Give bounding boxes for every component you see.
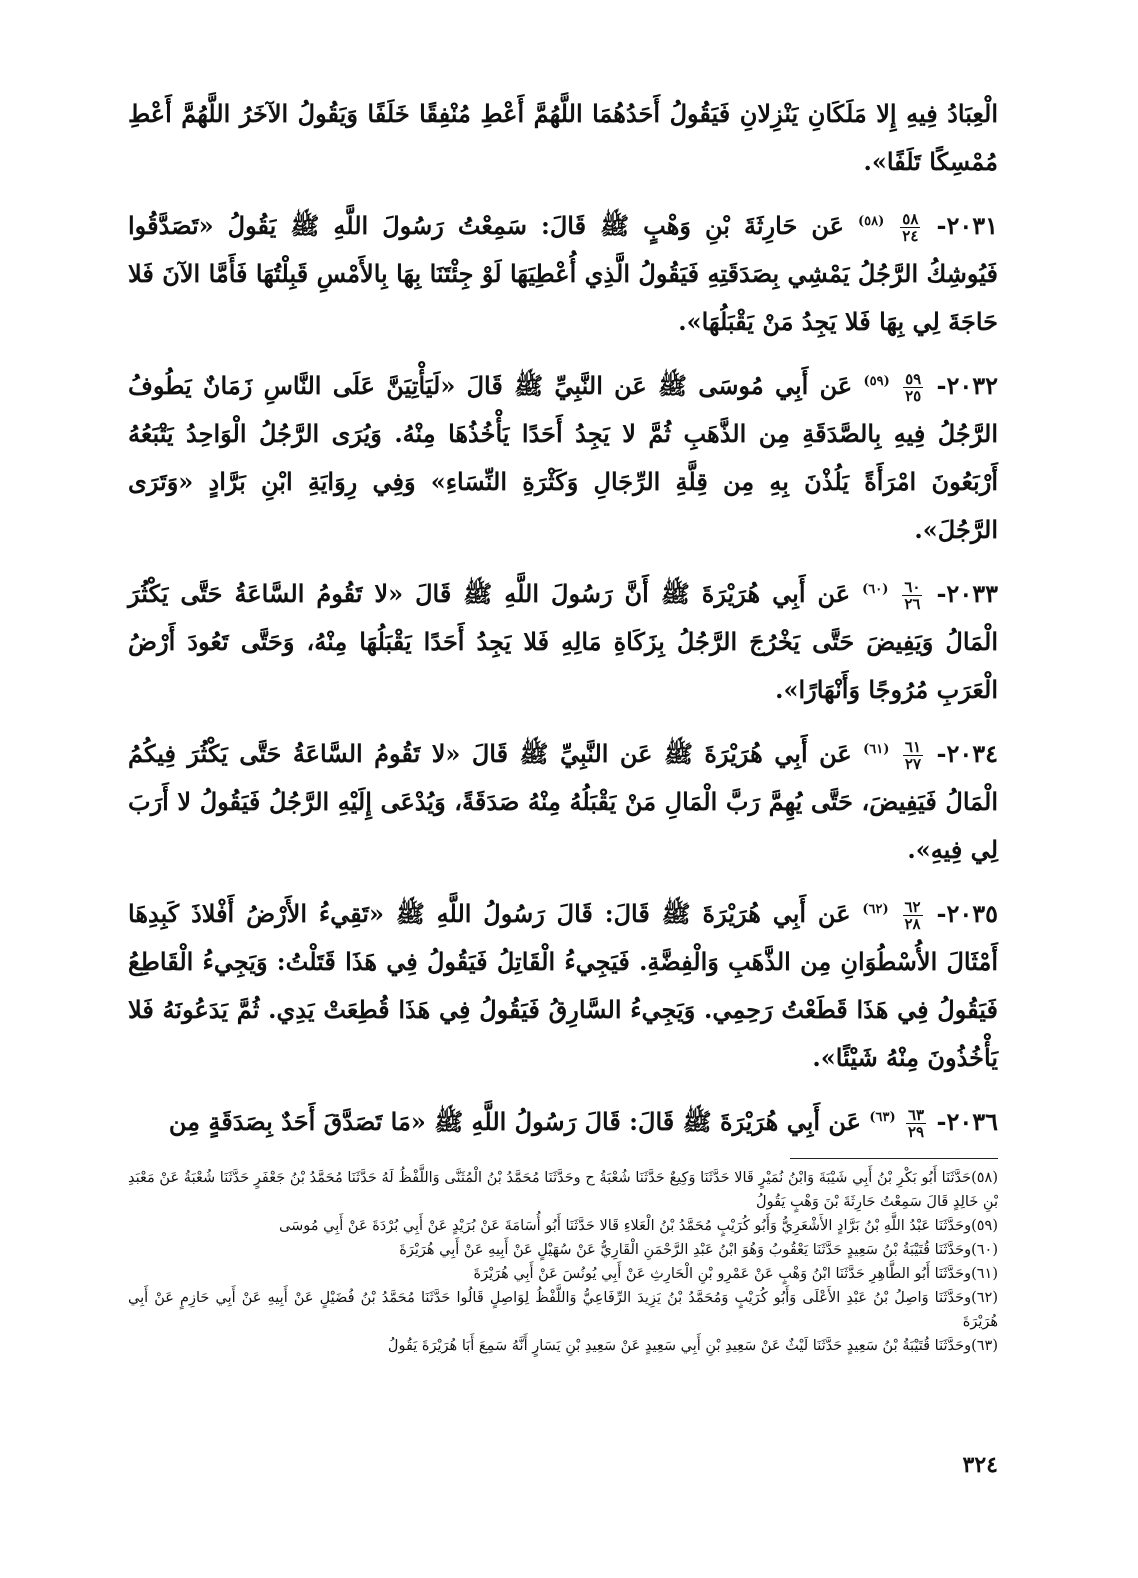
footnote-62: (٦٢)وحَدَّثَنَا وَاصِلُ بْنُ عَبْدِ الأَعْلَى وَأَبُو كُرَيْبٍ وَمُحَمَّدُ بْنُ يَزِيدَ الرِّفَاعِيُّ وَاللَّفْظُ لِوَاصِلٍ قَالُوا حَدَّثَنَا مُحَمَّدُ بْنُ فُضَيْلٍ عَنْ أَبِيهِ عَنْ أَبِي حَازِمٍ عَنْ أَبِي هُرَيْرَةَ [128, 1290, 998, 1330]
paragraph-text: عَن أَبِي هُرَيْرَةَ ﷺ قَالَ: قَالَ رَسُولُ اللَّهِ ﷺ «مَا تَصَدَّقَ أَحَدٌ بِصَدَقَةٍ مِن [168, 1107, 861, 1136]
reference-top: ٦١ [904, 738, 922, 756]
hadith-reference-fraction [903, 899, 923, 932]
hadith-paragraph-2035 [128, 890, 998, 1082]
hadith-reference-fraction [906, 1107, 926, 1140]
hadith-paragraph-continuation [128, 90, 998, 186]
hadith-reference-fraction [903, 371, 923, 404]
reference-bottom: ٢٨ [904, 915, 921, 933]
reference-bottom: ٢٦ [904, 595, 921, 613]
footnote-61: (٦١)وحَدَّثَنَا أَبُو الطَّاهِرِ حَدَّثَنَا ابْنُ وَهْبٍ عَنْ عَمْرِو بْنِ الْحَارِثِ عَنْ أَبِي يُونُسَ عَنْ أَبِي هُرَيْرَةَ [473, 1266, 998, 1282]
footnote-ref: (٦٣) [869, 1110, 896, 1125]
paragraph-text: عَن حَارِثَةَ بْنِ وَهْبٍ ﷺ قَالَ: سَمِعْتُ رَسُولَ اللَّهِ ﷺ يَقُولُ «تَصَدَّقُوا فَيُوشِكُ الرَّجُلُ يَمْشِي بِصَدَقَتِهِ فَيَقُولُ الَّذِي أُعْطِيَهَا لَوْ جِئْتَنَا بِهَا بِالأَمْسِ قَبِلْتُهَا فَأَمَّا الآنَ فَلا حَاجَةَ لِي بِهَا فَلا يَجِدُ مَنْ يَقْبَلُهَا». [128, 211, 998, 336]
hadith-paragraph-2036 [128, 1098, 998, 1146]
reference-bottom: ٢٩ [907, 1123, 925, 1141]
paragraph-text: عَن أَبِي مُوسَى ﷺ عَن النَّبِيِّ ﷺ قَالَ «لَيَأْتِيَنَّ عَلَى النَّاسِ زَمَانٌ يَطُوفُ الرَّجُلُ فِيهِ بِالصَّدَقَةِ مِن الذَّهَبِ ثُمَّ لا يَجِدُ أَحَدًا يَأْخُذُهَا مِنْهُ. وَيُرَى الرَّجُلُ الْوَاحِدُ يَتْبَعُهُ أَرْبَعُونَ امْرَأَةً يَلُذْنَ بِهِ مِن قِلَّةِ الرِّجَالِ وَكَثْرَةِ النِّسَاءِ» وَفِي رِوَايَةِ ابْنِ بَرَّادٍ «وَتَرَى الرَّجُلَ». [128, 371, 998, 544]
hadith-number: ٢٠٣٥- [936, 899, 998, 928]
hadith-reference-fraction [903, 739, 923, 772]
hadith-number: ٢٠٣٤- [936, 739, 999, 768]
reference-top: ٥٨ [902, 210, 919, 228]
footnote-59: (٥٩)وحَدَّثَنَا عَبْدُ اللَّهِ بْنُ بَرَّادٍ الأَشْعَرِيُّ وَأَبُو كُرَيْبٍ مُحَمَّدُ بْنُ الْعَلاءِ قَالا حَدَّثَنَا أَبُو أُسَامَةَ عَنْ بُرَيْدٍ عَنْ أَبِي بُرْدَةَ عَنْ أَبِي مُوسَى [279, 1218, 998, 1234]
hadith-paragraph-2032 [128, 362, 998, 554]
page-number: ٣٢٤ [962, 1452, 998, 1478]
footnote-ref: (٥٩) [863, 374, 890, 389]
reference-bottom: ٢٤ [902, 227, 919, 245]
footnote-separator [790, 1158, 998, 1159]
hadith-paragraph-2033 [128, 570, 998, 714]
reference-bottom: ٢٥ [905, 387, 922, 405]
main-text [128, 90, 998, 1162]
paragraph-text: عَن أَبِي هُرَيْرَةَ ﷺ قَالَ: قَالَ رَسُولُ اللَّهِ ﷺ «تَقِيءُ الأَرْضُ أَفْلاذَ كَبِدِهَا أَمْثَالَ الأُسْطُوَانِ مِن الذَّهَبِ وَالْفِضَّةِ. فَيَجِيءُ الْقَاتِلُ فَيَقُولُ فِي هَذَا قَتَلْتُ: وَيَجِيءُ الْقَاطِعُ فَيَقُولُ فِي هَذَا قَطَعْتُ رَحِمِي. وَيَجِيءُ السَّارِقُ فَيَقُولُ فِي هَذَا قُطِعَتْ يَدِي. ثُمَّ يَدَعُونَهُ فَلا يَأْخُذُونَ مِنْهُ شَيْئًا». [128, 899, 998, 1072]
footnotes [128, 1166, 998, 1358]
footnote-58: (٥٨)حَدَّثَنَا أَبُو بَكْرِ بْنُ أَبِي شَيْبَةَ وَابْنُ نُمَيْرٍ قَالا حَدَّثَنَا وَكِيعٌ حَدَّثَنَا شُعْبَةُ ح وحَدَّثَنَا مُحَمَّدُ بْنُ الْمُثَنَّى وَاللَّفْظُ لَهُ حَدَّثَنَا مُحَمَّدُ بْنُ جَعْفَرٍ حَدَّثَنَا شُعْبَةُ عَنْ مَعْبَدِ بْنِ خَالِدٍ قَالَ سَمِعْتُ حَارِثَةَ بْنَ وَهْبٍ يَقُولُ [128, 1170, 998, 1210]
reference-top: ٦٠ [904, 578, 921, 596]
hadith-reference-fraction [902, 579, 922, 612]
hadith-paragraph-2034 [128, 730, 998, 874]
hadith-reference-fraction [900, 211, 920, 244]
hadith-number: ٢٠٣٣- [936, 579, 998, 608]
reference-top: ٥٩ [905, 370, 922, 388]
hadith-number: ٢٠٣٦- [936, 1107, 998, 1136]
paragraph-text: عَن أَبِي هُرَيْرَةَ ﷺ أَنَّ رَسُولَ اللَّهِ ﷺ قَالَ «لا تَقُومُ السَّاعَةُ حَتَّى يَكْثُرَ الْمَالُ وَيَفِيضَ حَتَّى يَخْرُجَ الرَّجُلُ بِزَكَاةِ مَالِهِ فَلا يَجِدُ أَحَدًا يَقْبَلُهَا مِنْهُ، وَحَتَّى تَعُودَ أَرْضُ الْعَرَبِ مُرُوجًا وَأَنْهَارًا». [128, 579, 998, 704]
footnote-63: (٦٣)وحَدَّثَنَا قُتَيْبَةُ بْنُ سَعِيدٍ حَدَّثَنَا لَيْثٌ عَنْ سَعِيدِ بْنِ أَبِي سَعِيدٍ عَنْ سَعِيدِ بْنِ يَسَارٍ أَنَّهُ سَمِعَ أَبَا هُرَيْرَةَ يَقُولُ [387, 1338, 998, 1354]
hadith-paragraph-2031 [128, 202, 998, 346]
reference-top: ٦٢ [904, 898, 921, 916]
footnote-ref: (٦٠) [862, 582, 889, 597]
hadith-number: ٢٠٣٢- [936, 371, 999, 400]
footnote-ref: (٥٨) [857, 214, 885, 229]
reference-bottom: ٢٧ [904, 755, 922, 773]
hadith-number: ٢٠٣١- [936, 211, 998, 240]
paragraph-text: عَن أَبِي هُرَيْرَةَ ﷺ عَن النَّبِيِّ ﷺ قَالَ «لا تَقُومُ السَّاعَةُ حَتَّى يَكْثُرَ فِيكُمُ الْمَالُ فَيَفِيضَ، حَتَّى يُهِمَّ رَبَّ الْمَالِ مَنْ يَقْبَلُهُ مِنْهُ صَدَقَةً، وَيُدْعَى إِلَيْهِ الرَّجُلُ فَيَقُولُ لا أَرَبَ لِي فِيهِ». [128, 739, 998, 864]
footnote-ref: (٦٢) [862, 902, 889, 917]
paragraph-text: الْعِبَادُ فِيهِ إِلا مَلَكَانِ يَنْزِلانِ فَيَقُولُ أَحَدُهُمَا اللَّهُمَّ أَعْطِ مُنْفِقًا خَلَفًا وَيَقُولُ الآخَرُ اللَّهُمَّ أَعْطِ مُمْسِكًا تَلَفًا». [128, 99, 998, 176]
footnote-ref: (٦١) [863, 742, 890, 757]
footnote-60: (٦٠)وحَدَّثَنَا قُتَيْبَةُ بْنُ سَعِيدٍ حَدَّثَنَا يَعْقُوبُ وَهُوَ ابْنُ عَبْدِ الرَّحْمَنِ الْقَارِيُّ عَنْ سُهَيْلٍ عَنْ أَبِيهِ عَنْ أَبِي هُرَيْرَةَ [399, 1242, 998, 1258]
reference-top: ٦٣ [907, 1106, 925, 1124]
